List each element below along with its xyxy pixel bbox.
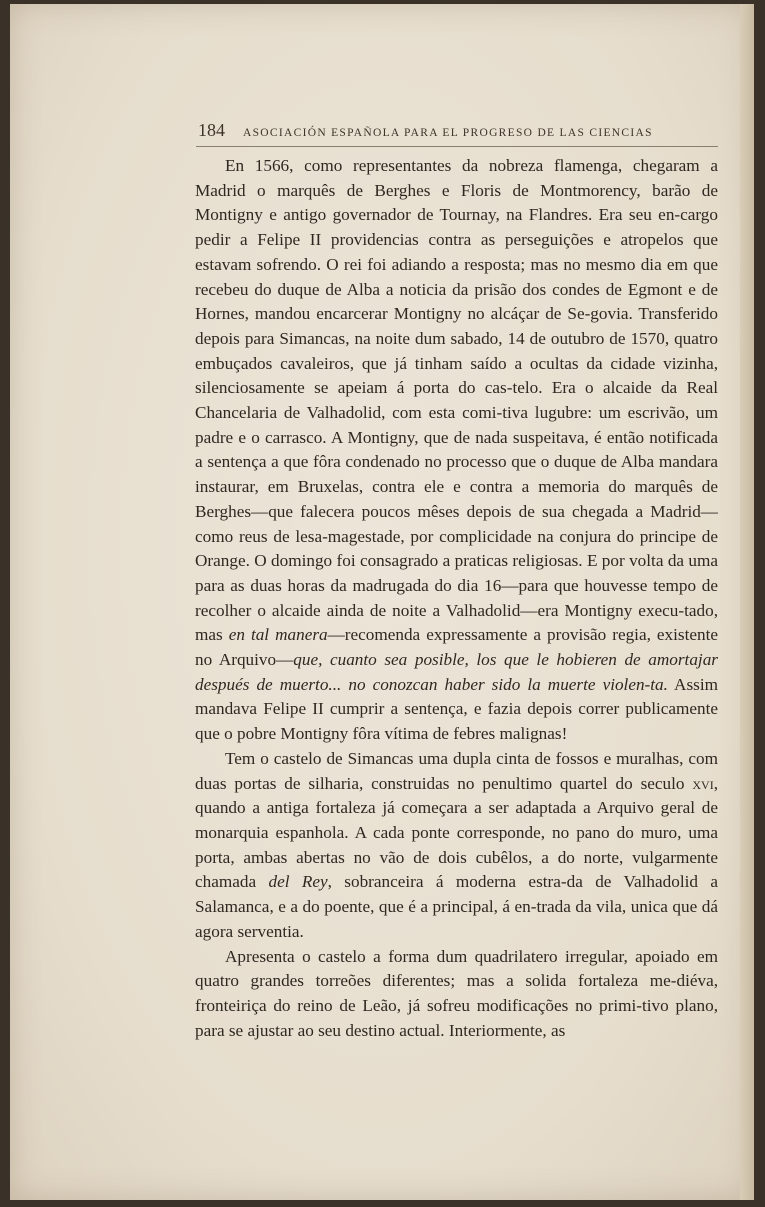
italic-text: del Rey <box>268 872 328 892</box>
text-segment: En 1566, como representantes da nobreza flamenga, chegaram a Madrid o marquês de Berghes e Floris de Montmorency, barão de Montigny e antigo governador de Tournay, na Flandres. Era seu en-cargo pedir a Felipe II providencias contra as perseguições e atropelos que estavam sofrendo. O rei foi adiando a resposta; mas no mesmo dia em que recebeu do duque de Alba a noticia da prisão dos condes de Egmont e de Hornes, mandou encarcerar Montigny no alcáçar de Se-govia. Transferido depois para Simancas, na noite dum sabado, 14 de outubro de 1570, quatro embuçados cavaleiros, que já tinham saído a ocultas da cidade vizinha, silenciosamente se apeiam á porta do cas-telo. Era o alcaide da Real Chancelaria de Valhadolid, com esta comi-tiva lugubre: um escrivão, um padre e o carrasco. A Montigny, que de nada suspeitava, é então notificada a sentença a que fôra condenado no processo que o duque de Alba mandara instaurar, em Bruxelas, contra ele e contra a memoria do marquês de Berghes—que falecera poucos mêses depois de sua chegada a Madrid—como reus de lesa-magestade, por complicidade na conjura do principe de Orange. O domingo foi consagrado a praticas religiosas. E por volta da uma para as duas horas da madrugada do dia 16—para que houvesse tempo de recolher o alcaide ainda de noite a Valhadolid—era Montigny execu-tado, mas <box>195 156 718 645</box>
running-head: ASOCIACIÓN ESPAÑOLA PARA EL PROGRESO DE LAS CIENCIAS <box>243 127 653 139</box>
page-edge <box>740 4 754 1200</box>
text-segment: , quando a antiga fortaleza já começara a ser adaptada a Arquivo geral de monarquia espanhola. A cada ponte corresponde, no pano do muro, uma porta, ambas abertas no vão de dois cubêlos, a do norte, vulgarmente chamada <box>195 773 718 892</box>
text-segment: Tem o castelo de Simancas uma dupla cinta de fossos e muralhas, com duas portas de silharia, construidas no penultimo quartel do seculo <box>195 748 718 793</box>
text-segment: —recomenda expressamente a provisão regia, existente no Arquivo— <box>195 625 718 670</box>
paragraph <box>195 154 718 747</box>
paragraph <box>195 747 718 945</box>
text-segment: Apresenta o castelo a forma dum quadrilatero irregular, apoiado em quatro grandes torreões diferentes; mas a solida fortaleza me-diéva, fronteiriça do reino de Leão, já sofreu modificações no primi-tivo plano, para se ajustar ao seu destino actual. Interiormente, as <box>195 946 718 1040</box>
body-text <box>195 154 718 1043</box>
header-rule <box>196 146 718 147</box>
text-segment: Assim mandava Felipe II cumprir a sentença, e fazia depois correr publicamente que o pobre Montigny fôra vítima de febres malignas! <box>195 674 718 744</box>
page-number: 184 <box>198 120 225 140</box>
italic-text: que, cuanto sea posible, los que le hobieren de amortajar después de muerto... no conozcan haber sido la muerte violen-ta. <box>195 650 718 694</box>
text-segment: xvi <box>692 773 714 793</box>
text-segment: , sobranceira á moderna estra-da de Valhadolid a Salamanca, e a do poente, que é a principal, á en-trada da vila, unica que dá agora serventia. <box>195 872 718 941</box>
italic-text: en tal manera <box>228 625 328 645</box>
page-header <box>198 120 718 141</box>
paragraph <box>195 945 718 1044</box>
book-page <box>10 4 752 1200</box>
